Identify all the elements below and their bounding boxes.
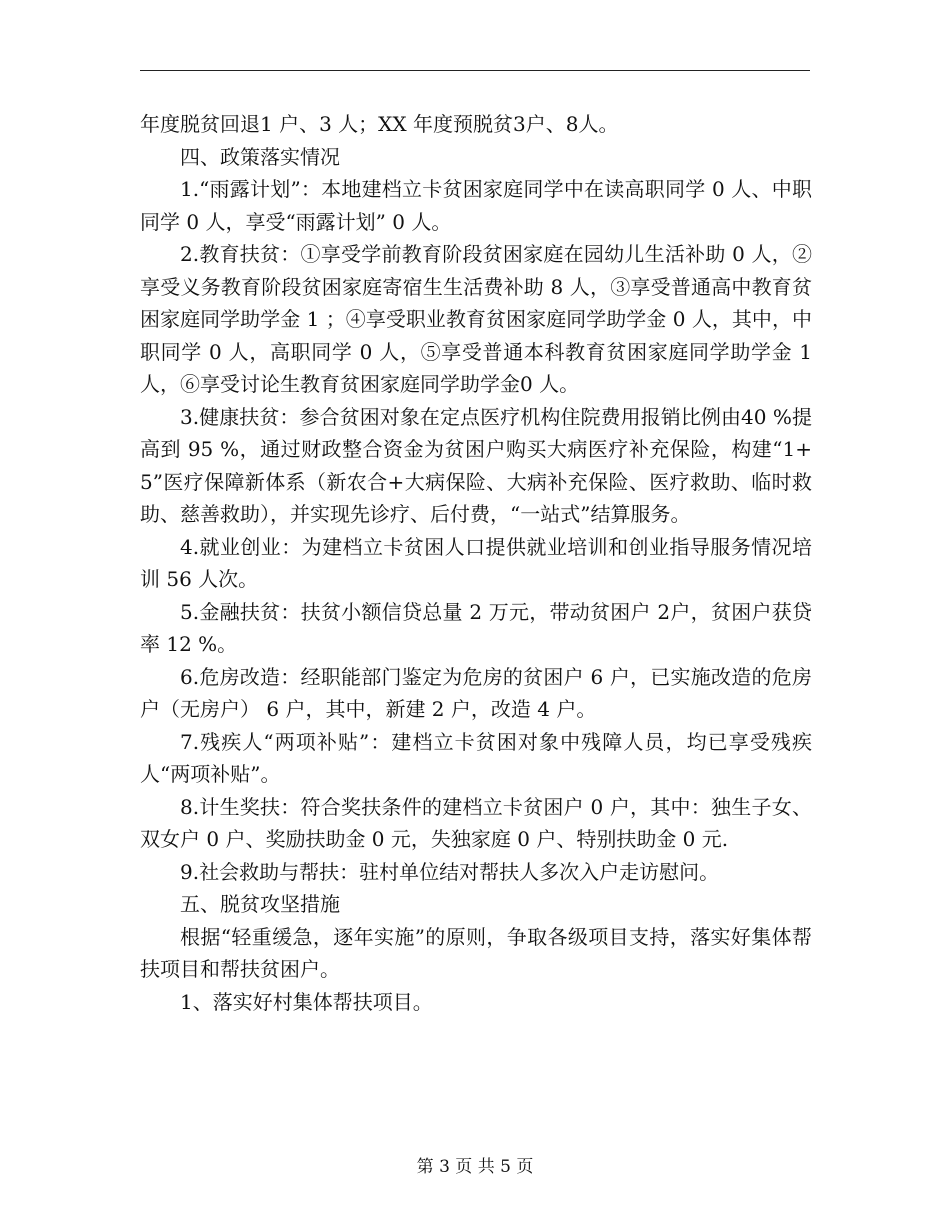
paragraph-finance: 5.金融扶贫：扶贫小额信贷总量 2 万元，带动贫困户 2户，贫困户获贷率 12 %。 bbox=[140, 599, 812, 656]
paragraph-education: 2.教育扶贫：①享受学前教育阶段贫困家庭在园幼儿生活补助 0 人，②享受义务教育阶段贫困家庭寄宿生生活费补助 8 人，③享受普通高中教育贫困家庭同学助学金 1 ；④享受职业教育贫困家庭同学助学金 0 人，其中，中职同学 0 人，高职同学 0 人，⑤享受普通本科教育贫困家庭同学助学金 1 人，⑥享受讨论生教育贫困家庭同学助学金0 人。 bbox=[140, 242, 812, 396]
header-rule bbox=[140, 70, 810, 71]
section-heading-policy: 四、政策落实情况 bbox=[180, 144, 340, 169]
paragraph-yulu-plan: 1.“雨露计划”：本地建档立卡贫困家庭同学中在读高职同学 0 人、中职同学 0 人，享受“雨露计划” 0 人。 bbox=[140, 177, 812, 234]
paragraph-health: 3.健康扶贫：参合贫困对象在定点医疗机构住院费用报销比例由40 %提高到 95 %，通过财政整合资金为贫困户购买大病医疗补充保险，构建“1+5”医疗保障新体系（新农合+大病保险、大病补充保险、医疗救助、临时救助、慈善救助），并实现先诊疗、后付费，“一站式”结算服务。 bbox=[140, 404, 812, 526]
paragraph-housing: 6.危房改造：经职能部门鉴定为危房的贫困户 6 户，已实施改造的危房户（无房户） 6 户，其中，新建 2 户，改造 4 户。 bbox=[140, 664, 812, 721]
paragraph-disability: 7.残疾人“两项补贴”：建档立卡贫困对象中残障人员，均已享受残疾人“两项补贴”。 bbox=[140, 729, 812, 786]
paragraph-principle: 根据“轻重缓急，逐年实施”的原则，争取各级项目支持，落实好集体帮扶项目和帮扶贫困户。 bbox=[140, 924, 812, 981]
paragraph-social-aid: 9.社会救助与帮扶：驻村单位结对帮扶人多次入户走访慰问。 bbox=[180, 859, 720, 884]
paragraph-family-planning: 8.计生奖扶：符合奖扶条件的建档立卡贫困户 0 户，其中：独生子女、双女户 0 户、奖励扶助金 0 元，失独家庭 0 户、特别扶助金 0 元. bbox=[140, 794, 812, 851]
paragraph-employment: 4.就业创业：为建档立卡贫困人口提供就业培训和创业指导服务情况培训 56 人次。 bbox=[140, 534, 812, 591]
section-heading-measures: 五、脱贫攻坚措施 bbox=[180, 892, 340, 916]
document-body bbox=[140, 108, 812, 1018]
paragraph-item-1: 1、落实好村集体帮扶项目。 bbox=[180, 989, 433, 1014]
paragraph-0: 年度脱贫回退1 户、3 人；XX 年度预脱贫3户、8人。 bbox=[140, 112, 619, 136]
page-footer: 第 3 页 共 5 页 bbox=[416, 1157, 534, 1177]
